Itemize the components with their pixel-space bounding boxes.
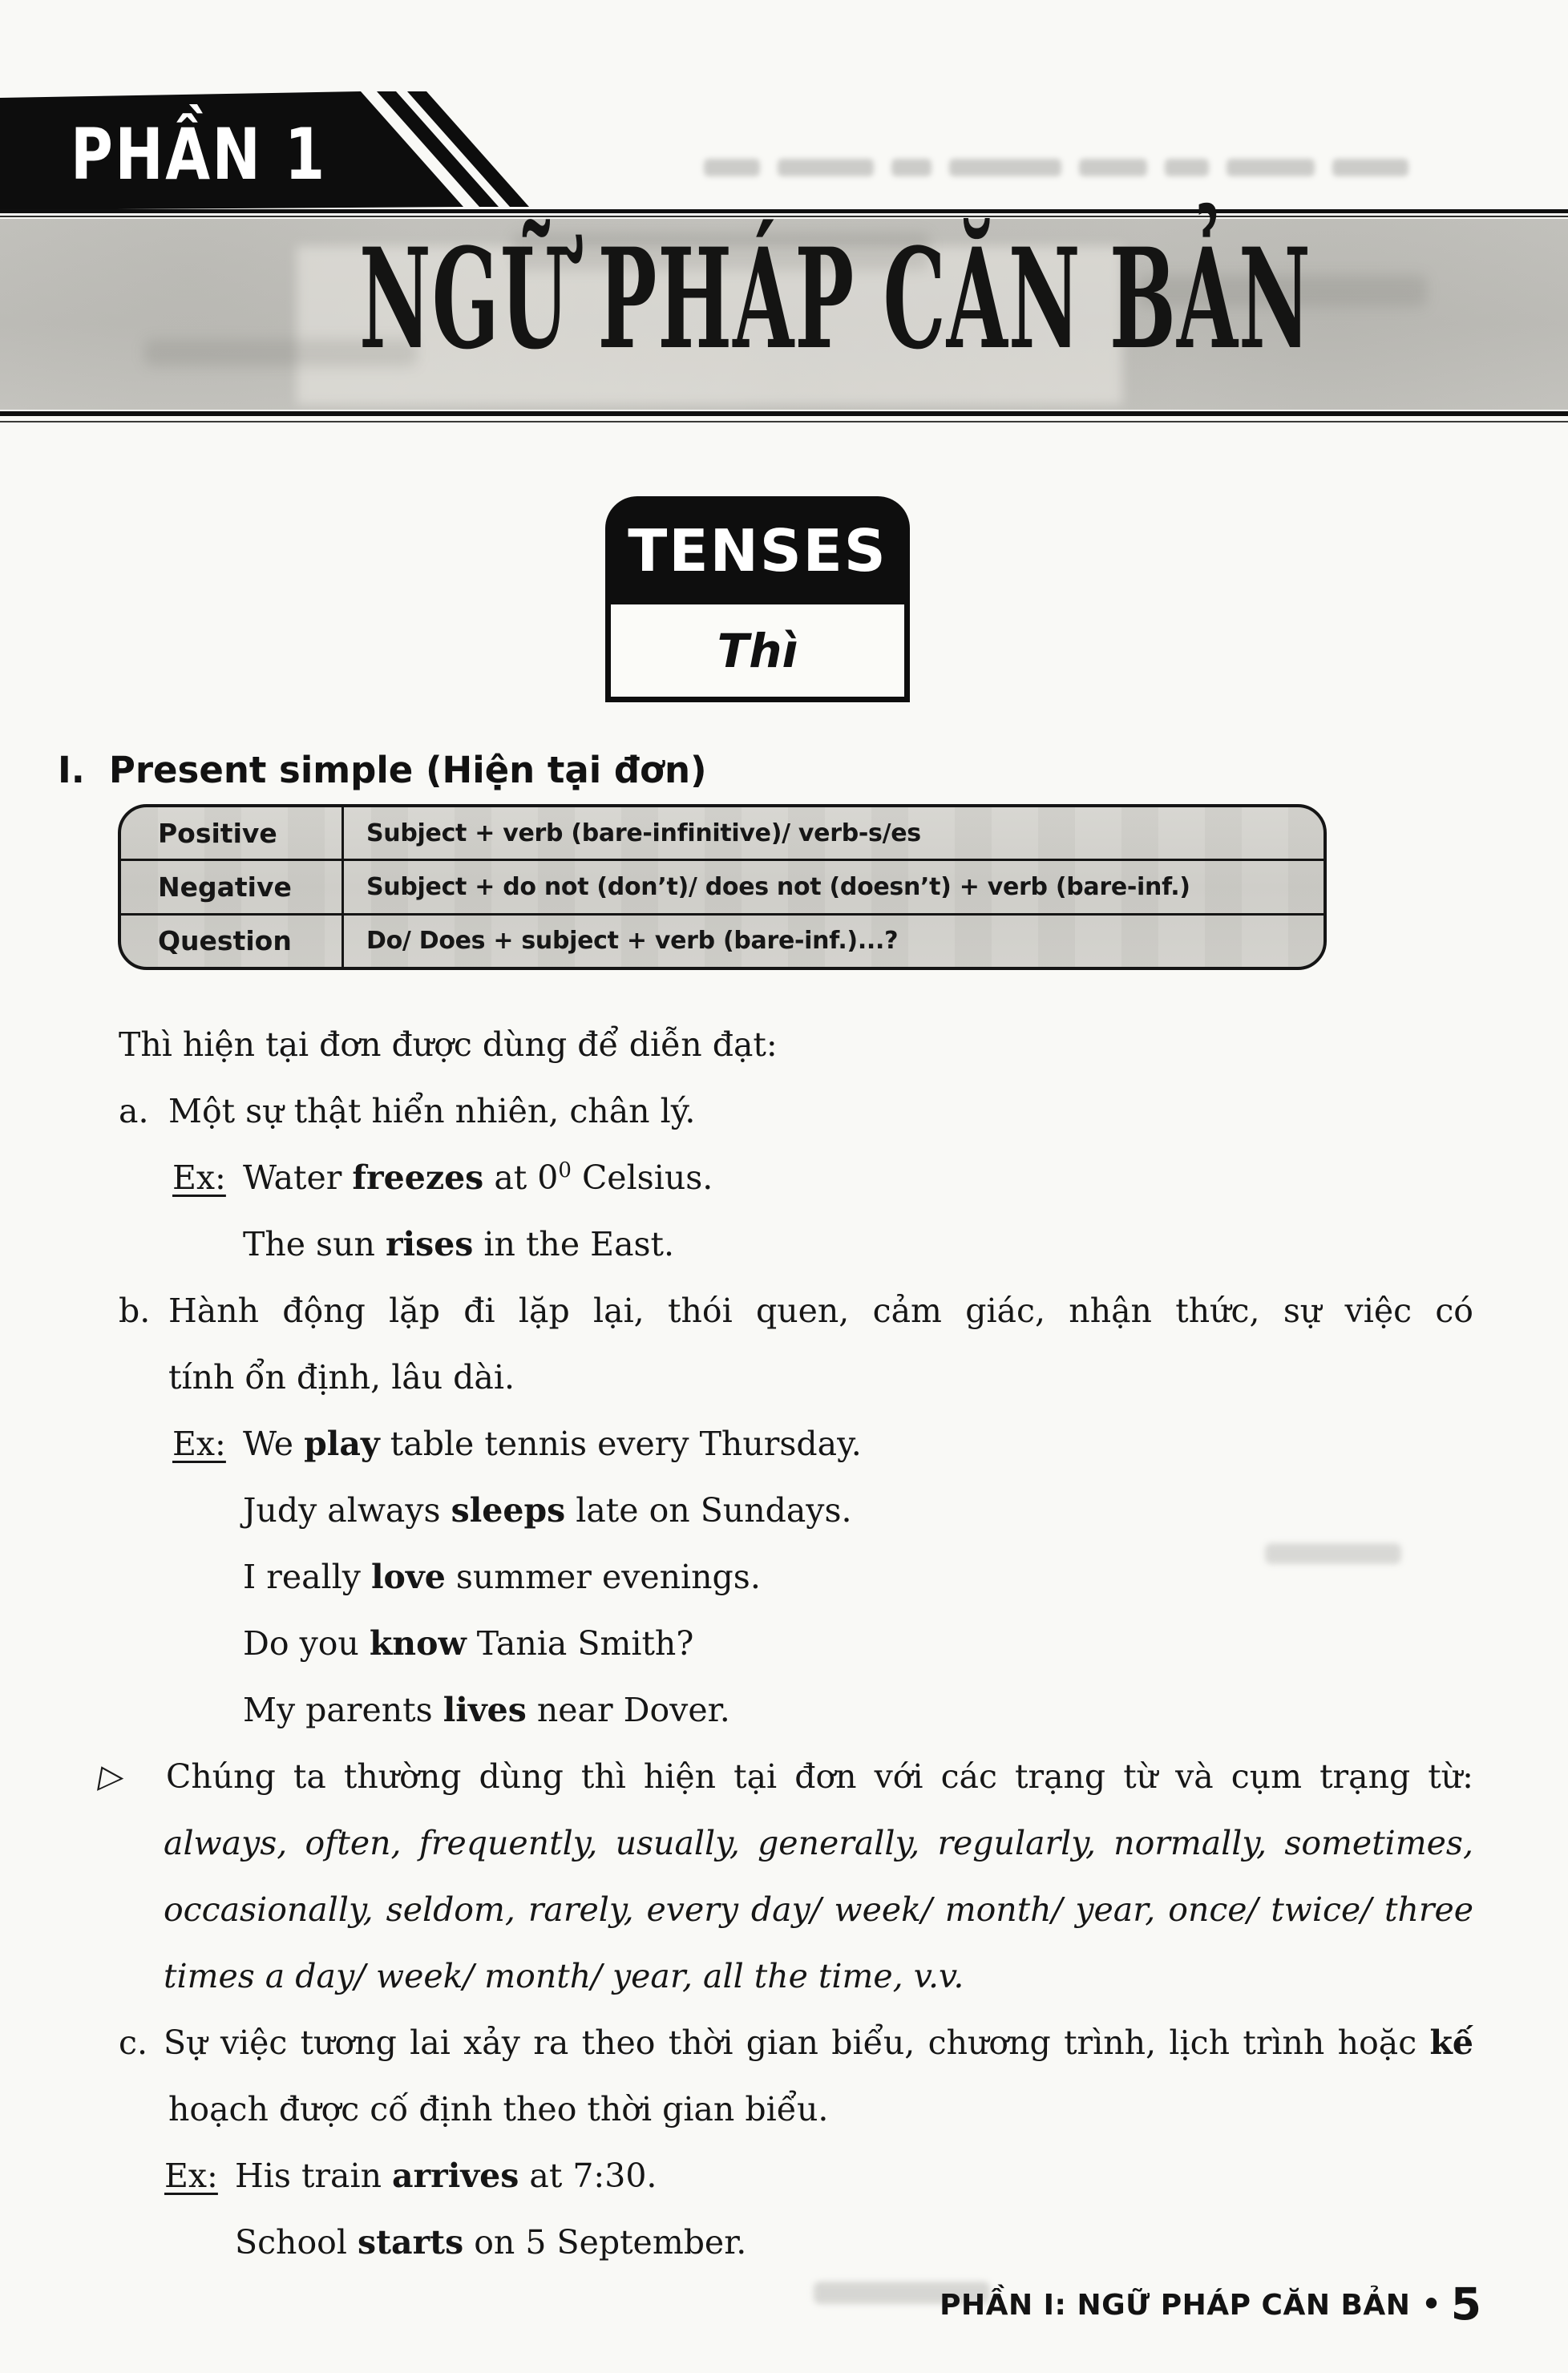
- tenses-badge-top: [605, 496, 910, 604]
- example-line: [0, 1677, 1568, 1744]
- example-line: [0, 1478, 1568, 1544]
- bleed-through-artifact: [1165, 159, 1209, 176]
- superscript-degree: 0: [558, 1158, 572, 1182]
- example-segment: in the East.: [473, 1225, 675, 1263]
- item-c-continuation: [0, 2076, 1568, 2143]
- note-line: [0, 1744, 1568, 1810]
- bleed-through-artifact: [704, 147, 1417, 188]
- page-title: [0, 217, 1568, 380]
- bleed-through-artifact: [949, 159, 1061, 176]
- example-segment: Tania Smith?: [466, 1624, 694, 1663]
- example-segment: table tennis every Thursday.: [379, 1425, 862, 1463]
- title-band: [0, 209, 1568, 422]
- grammar-table: [118, 804, 1327, 970]
- example-text: [243, 1211, 1568, 1278]
- example-line: [0, 1145, 1568, 1211]
- table-row: [121, 859, 1324, 912]
- adverb-list-text: occasionally, seldom, rarely, every day/ week/ month/ year, once/ twice/ three: [164, 1890, 1473, 1929]
- bleed-through-artifact: [1265, 1543, 1401, 1564]
- item-c-segment: kế: [1429, 2023, 1473, 2062]
- example-segment: late on Sundays.: [565, 1491, 852, 1530]
- section-numeral: I.: [58, 749, 85, 791]
- tenses-label: TENSES: [628, 516, 887, 584]
- example-verb: lives: [443, 1691, 527, 1729]
- item-c-text: hoạch được cố định theo thời gian biểu.: [168, 2090, 829, 2128]
- page-title-text: NGỮ PHÁP CĂN BẢN: [359, 217, 1311, 380]
- tenses-vietnamese-label: Thì: [717, 623, 798, 678]
- footer-text: PHẦN I: NGỮ PHÁP CĂN BẢN: [940, 2289, 1411, 2322]
- example-label: Ex:: [164, 2157, 218, 2195]
- item-a-line: [0, 1078, 1568, 1145]
- example-line: [0, 1611, 1568, 1677]
- item-c-text: [164, 2010, 1473, 2076]
- adverb-list-line: [0, 1943, 1568, 2010]
- example-segment: I really: [243, 1558, 371, 1596]
- example-text: [243, 1478, 1568, 1544]
- section-heading: [58, 749, 707, 791]
- example-verb: arrives: [392, 2157, 519, 2195]
- adverb-list-line: [0, 1877, 1568, 1943]
- title-band-rule: [0, 411, 1568, 416]
- example-segment: Water: [243, 1158, 353, 1197]
- page-number: 5: [1450, 2278, 1481, 2330]
- row-label-cell: Question: [121, 916, 344, 967]
- example-segment: We: [243, 1425, 305, 1463]
- example-verb: love: [370, 1558, 446, 1596]
- item-c-line: [0, 2010, 1568, 2076]
- example-line: [0, 1211, 1568, 1278]
- example-text: [243, 1145, 1568, 1216]
- adverb-list-text: always, often, frequently, usually, generally, regularly, normally, sometimes,: [164, 1824, 1473, 1862]
- row-formula-cell: Subject + verb (bare-infinitive)/ verb-s/es: [366, 819, 921, 847]
- intro-line: [0, 1012, 1568, 1078]
- footer-bullet: •: [1421, 2286, 1441, 2322]
- title-band-rule: [0, 421, 1568, 422]
- item-b-text: Hành động lặp đi lặp lại, thói quen, cảm giác, nhận thức, sự việc có: [168, 1292, 1473, 1330]
- bleed-through-artifact: [891, 159, 932, 176]
- example-segment: School: [235, 2223, 358, 2262]
- table-row: [121, 807, 1324, 859]
- note-text: Chúng ta thường dùng thì hiện tại đơn với các trạng từ và cụm trạng từ:: [166, 1757, 1473, 1796]
- arrow-bullet-icon: ▷: [96, 1758, 127, 1795]
- footer: [0, 2278, 1481, 2330]
- row-label-cell: Positive: [121, 807, 344, 859]
- example-verb: rises: [385, 1225, 474, 1263]
- item-c-segment: Sự việc tương lai xảy ra theo thời gian biểu, chương trình, lịch trình hoặc: [164, 2023, 1430, 2062]
- bleed-through-artifact: [704, 159, 760, 176]
- title-band-body: [0, 219, 1568, 410]
- example-text: [235, 2209, 1568, 2276]
- list-marker: c.: [119, 2023, 148, 2062]
- example-label: Ex:: [172, 1425, 226, 1463]
- item-a-text: Một sự thật hiển nhiên, chân lý.: [168, 1092, 696, 1130]
- example-text: [243, 1611, 1568, 1677]
- example-verb: know: [369, 1624, 467, 1663]
- intro-text: Thì hiện tại đơn được dùng để diễn đạt:: [119, 1025, 778, 1064]
- example-label: Ex:: [172, 1158, 226, 1197]
- example-verb: play: [304, 1425, 380, 1463]
- example-segment: summer evenings.: [445, 1558, 761, 1596]
- list-marker: a.: [119, 1092, 149, 1130]
- list-marker: b.: [119, 1292, 151, 1330]
- example-verb: sleeps: [451, 1491, 566, 1530]
- row-label-cell: Negative: [121, 861, 344, 912]
- example-verb: freezes: [352, 1158, 484, 1197]
- example-text: [235, 2143, 1568, 2209]
- body-text: [0, 1012, 1568, 2276]
- bleed-through-artifact: [1332, 159, 1408, 176]
- example-line: [0, 2209, 1568, 2276]
- example-segment: Do you: [243, 1624, 370, 1663]
- row-formula-cell: Subject + do not (don’t)/ does not (doesn’t) + verb (bare-inf.): [366, 872, 1190, 901]
- item-b-text: tính ổn định, lâu dài.: [168, 1358, 515, 1397]
- bleed-through-artifact: [1079, 159, 1147, 176]
- title-band-rule: [0, 209, 1568, 213]
- adverb-list-text: times a day/ week/ month/ year, all the time, v.v.: [164, 1957, 964, 1995]
- part-banner-label: PHẦN 1: [71, 113, 327, 196]
- bleed-through-artifact: [1227, 159, 1315, 176]
- example-text: [243, 1677, 1568, 1744]
- example-segment: near Dover.: [526, 1691, 730, 1729]
- item-b-line: [0, 1278, 1568, 1344]
- tenses-badge-bottom: [605, 604, 910, 702]
- example-text: [243, 1411, 1568, 1478]
- example-segment: on 5 September.: [463, 2223, 747, 2262]
- example-segment: His train: [235, 2157, 393, 2195]
- adverb-list-line: [0, 1810, 1568, 1877]
- example-line: [0, 1411, 1568, 1478]
- row-formula-cell: Do/ Does + subject + verb (bare-inf.)...?: [366, 927, 899, 956]
- example-segment: at 0: [483, 1158, 559, 1197]
- example-segment: at 7:30.: [519, 2157, 657, 2195]
- example-verb: starts: [357, 2223, 464, 2262]
- table-row: [121, 913, 1324, 967]
- example-segment: Judy always: [243, 1491, 451, 1530]
- tenses-badge: [605, 496, 910, 702]
- item-b-continuation: [0, 1344, 1568, 1411]
- example-segment: My parents: [243, 1691, 443, 1729]
- example-segment: The sun: [243, 1225, 386, 1263]
- example-line: [0, 2143, 1568, 2209]
- bleed-through-artifact: [778, 159, 874, 176]
- section-title: Present simple (Hiện tại đơn): [108, 749, 707, 791]
- example-segment: Celsius.: [571, 1158, 713, 1197]
